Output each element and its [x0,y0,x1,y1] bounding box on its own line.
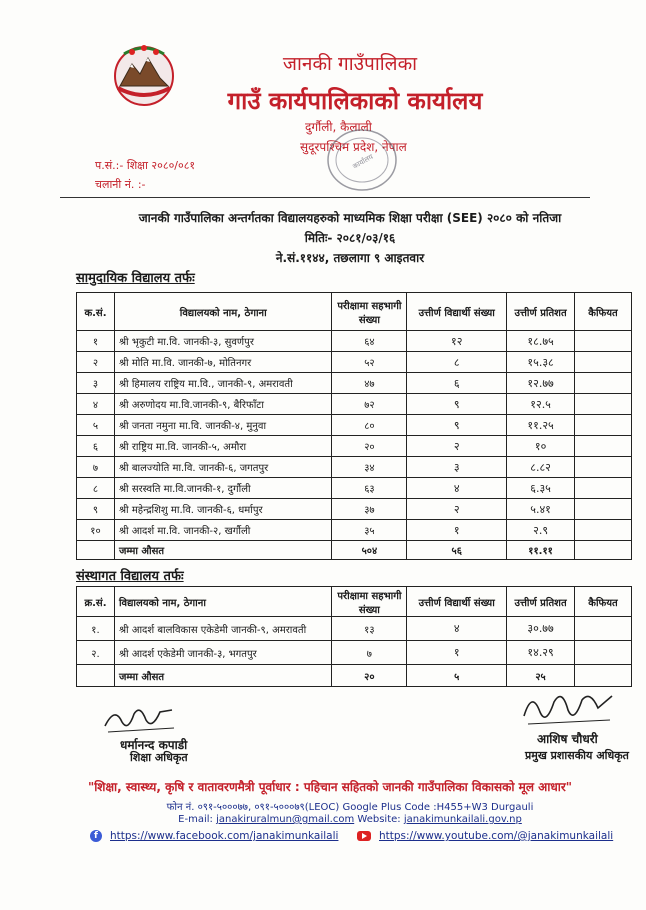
left-signatory-name: धर्मानन्द कपाडी [120,738,188,752]
table-row [77,331,632,352]
participants-cell: ८० [332,415,407,436]
participants-cell: ३५ [332,520,407,541]
pass-percent-cell: ८.८२ [507,457,575,478]
table-row [77,394,632,415]
remarks-cell [575,541,632,560]
passed-count-cell: ६ [407,373,507,394]
serial-number-cell: १ [77,331,115,352]
remarks-cell [575,641,632,665]
right-signatory-title: प्रमुख प्रशासकीय अधिकृत [525,749,629,762]
column-header: विद्यालयको नाम, ठेगाना [114,587,331,617]
institutional-section-heading: संस्थागत विद्यालय तर्फः [76,569,184,584]
table-row [77,415,632,436]
column-header: उत्तीर्ण प्रतिशत [507,293,575,331]
footer-contact [80,814,620,825]
table-row [77,478,632,499]
remarks-cell [575,352,632,373]
school-name-cell: श्री राष्ट्रिय मा.वि. जानकी-५, अमौरा [114,436,332,457]
pass-percent-cell: ५.४१ [507,499,575,520]
table-row [77,520,632,541]
youtube-link[interactable]: https://www.youtube.com/@janakimunkailali [379,830,614,842]
email-link[interactable]: janakiruralmun@gmail.com [216,814,355,825]
total-label-cell: जम्मा औसत [114,665,331,687]
facebook-icon: f [90,830,102,842]
pass-percent-cell: १२.५ [507,394,575,415]
table-row [77,617,632,641]
pass-percent-cell: १० [507,436,575,457]
result-title: जानकी गाउँपालिका अन्तर्गतका विद्यालयहरुको माध्यमिक शिक्षा परीक्षा (SEE) २०८० को नतिजा [138,211,562,225]
remarks-cell [575,394,632,415]
pass-percent-cell: १४.२९ [507,641,575,665]
passed-count-cell: ९ [407,415,507,436]
school-name-cell: श्री आदर्श बालविकास एकेडेमी जानकी-९, अमरावती [114,617,331,641]
school-name-cell: श्री अरुणोदय मा.वि.जानकी-९, बैरिफाँटा [114,394,332,415]
footer-motto: "शिक्षा, स्वास्थ्य, कृषि र वातावरणमैत्री पूर्वाधार : पहिचान सहितको जानकी गाउँपालिका विकासको मूल आधार" [87,780,573,794]
right-signature-icon [518,686,618,730]
remarks-cell [575,478,632,499]
pass-percent-cell: १५.३८ [507,352,575,373]
column-header: क्र.सं. [77,587,115,617]
table-header-row [77,587,632,617]
serial-number-cell: २ [77,352,115,373]
passed-count-cell: १ [407,520,507,541]
website-label: Website: [357,814,401,825]
participants-cell: १३ [332,617,407,641]
serial-number-cell: ८ [77,478,115,499]
total-percent-cell: ११.११ [507,541,575,560]
participants-cell: ६३ [332,478,407,499]
serial-number-cell: ६ [77,436,115,457]
column-header: उत्तीर्ण प्रतिशत [507,587,575,617]
table-row [77,373,632,394]
passed-count-cell: २ [407,499,507,520]
result-date: मितिः- २०८१/०३/१६ [304,231,396,245]
school-name-cell: श्री जनता नमुना मा.वि. जानकी-४, मुनुवा [114,415,332,436]
table-row [77,352,632,373]
table-row [77,641,632,665]
serial-number-cell: ४ [77,394,115,415]
passed-count-cell: ८ [407,352,507,373]
youtube-icon [357,831,371,841]
remarks-cell [575,520,632,541]
serial-number-cell: ७ [77,457,115,478]
empty-cell [77,665,115,687]
column-header: विद्यालयको नाम, ठेगाना [114,293,332,331]
office-name: गाउँ कार्यपालिकाको कार्यालय [227,87,483,115]
footer-phone: फोन नं. ०९१-५०००७७, ०९१-५०००७९(LEOC) Google Plus Code :H455+W3 Durgauli [166,802,534,813]
pass-percent-cell: १२.७७ [507,373,575,394]
school-name-cell: श्री महेन्द्रशिशु मा.वि. जानकी-६, धर्मापुर [114,499,332,520]
address-line-2: सुदूरपश्चिम प्रदेश, नेपाल [300,140,407,154]
participants-cell: ७ [332,641,407,665]
nepal-sambat-date: ने.सं.११४४, तछलागा ९ आइतवार [275,251,425,265]
empty-cell [77,541,115,560]
left-signatory-title: शिक्षा अधिकृत [130,751,188,764]
remarks-cell [575,457,632,478]
serial-number-cell: १० [77,520,115,541]
participants-cell: ६४ [332,331,407,352]
total-percent-cell: २५ [507,665,575,687]
school-name-cell: श्री मोति मा.वि. जानकी-७, मोतिनगर [114,352,332,373]
column-header: कैफियत [575,293,632,331]
school-name-cell: श्री आदर्श एकेडेमी जानकी-३, भगतपुर [114,641,331,665]
table-header-row [77,293,632,331]
school-name-cell: श्री आदर्श मा.वि. जानकी-२, खर्गौली [114,520,332,541]
participants-cell: ५२ [332,352,407,373]
participants-cell: ३४ [332,457,407,478]
left-signature-icon [100,702,180,736]
pass-percent-cell: ३०.७७ [507,617,575,641]
school-name-cell: श्री हिमालय राष्ट्रिय मा.वि., जानकी-९, अमरावती [114,373,332,394]
total-participants-cell: २० [332,665,407,687]
passed-count-cell: ९ [407,394,507,415]
participants-cell: ३७ [332,499,407,520]
dispatch-number: चलानी नं. :- [95,178,146,191]
email-label: E-mail: [178,814,213,825]
facebook-link[interactable]: https://www.facebook.com/janakimunkailali [110,830,339,842]
passed-count-cell: १२ [407,331,507,352]
right-signatory-name: आशिष चौधरी [537,732,598,746]
remarks-cell [575,373,632,394]
municipality-name: जानकी गाउँपालिका [282,53,418,75]
column-header: क.सं. [77,293,115,331]
serial-number-cell: ९ [77,499,115,520]
serial-number-cell: २. [77,641,115,665]
column-header: परीक्षामा सहभागी संख्या [332,587,407,617]
serial-number-cell: ३ [77,373,115,394]
table-row [77,499,632,520]
passed-count-cell: ४ [407,617,507,641]
total-passed-cell: ५६ [407,541,507,560]
serial-number-cell: ५ [77,415,115,436]
total-row [77,541,632,560]
header-divider [60,197,590,198]
passed-count-cell: १ [407,641,507,665]
passed-count-cell: ३ [407,457,507,478]
column-header: उत्तीर्ण विद्यार्थी संख्या [407,587,507,617]
institutional-results-table [76,586,632,687]
table-row [77,457,632,478]
participants-cell: ४७ [332,373,407,394]
passed-count-cell: २ [407,436,507,457]
participants-cell: ७२ [332,394,407,415]
total-participants-cell: ५०४ [332,541,407,560]
remarks-cell [575,617,632,641]
participants-cell: २० [332,436,407,457]
school-name-cell: श्री सरस्वति मा.वि.जानकी-१, दुर्गौली [114,478,332,499]
school-name-cell: श्री भृकुटी मा.वि. जानकी-३, सुवर्णपुर [114,331,332,352]
office-stamp-icon [300,118,400,198]
community-section-heading: सामुदायिक विद्यालय तर्फः [76,271,195,286]
table-row [77,436,632,457]
column-header: कैफियत [575,587,632,617]
reference-number: प.सं.:- शिक्षा २०८०/०८१ [95,159,196,172]
facebook-link-row [90,830,338,842]
remarks-cell [575,499,632,520]
pass-percent-cell: २.९ [507,520,575,541]
remarks-cell [575,436,632,457]
column-header: उत्तीर्ण विद्यार्थी संख्या [407,293,507,331]
remarks-cell [575,331,632,352]
total-passed-cell: ५ [407,665,507,687]
community-results-table [76,292,632,560]
remarks-cell [575,665,632,687]
total-label-cell: जम्मा औसत [114,541,332,560]
pass-percent-cell: ११.२५ [507,415,575,436]
youtube-link-row [357,830,613,842]
website-link[interactable]: janakimunkailali.gov.np [403,814,522,825]
school-name-cell: श्री बालज्योति मा.वि. जानकी-६, जगतपुर [114,457,332,478]
remarks-cell [575,415,632,436]
column-header: परीक्षामा सहभागी संख्या [332,293,407,331]
pass-percent-cell: १८.७५ [507,331,575,352]
pass-percent-cell: ६.३५ [507,478,575,499]
serial-number-cell: १. [77,617,115,641]
nepal-emblem-icon [110,40,178,108]
address-line-1: दुर्गौली, कैलाली [305,120,372,134]
svg-text:कार्यालय: कार्यालय [351,152,375,171]
passed-count-cell: ४ [407,478,507,499]
total-row [77,665,632,687]
